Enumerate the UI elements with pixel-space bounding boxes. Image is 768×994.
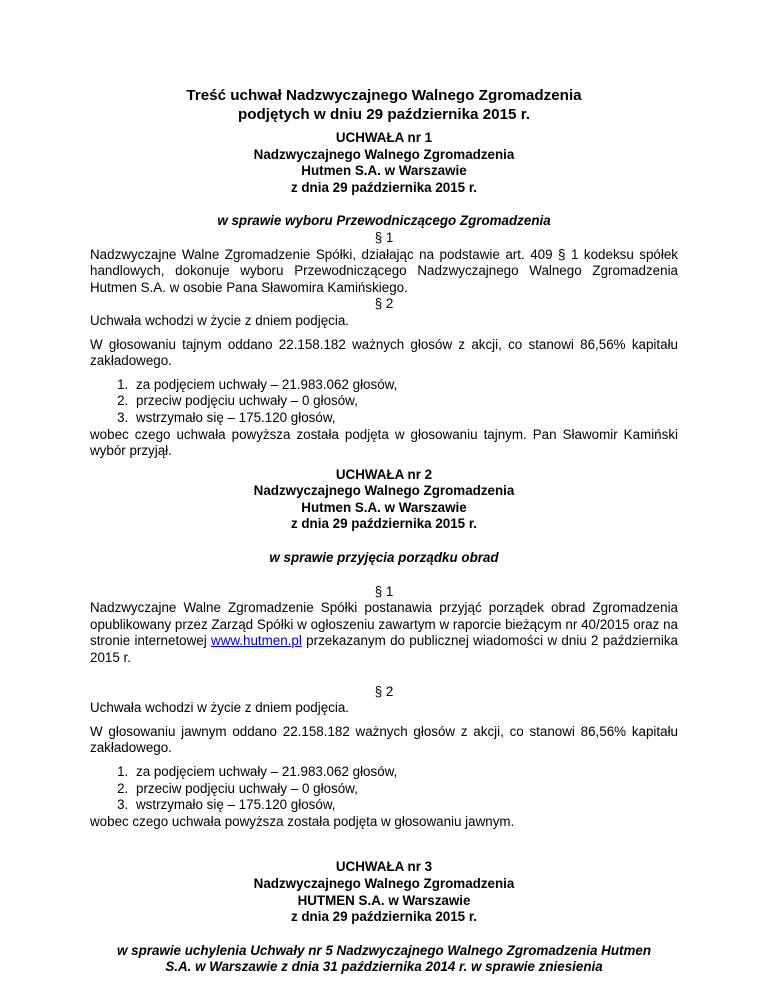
resolution-3-date: z dnia 29 października 2015 r.	[290, 909, 478, 925]
document-title-line-1: Treść uchwał Nadzwyczajnego Walnego Zgromadzenia	[186, 87, 582, 104]
resolution-2-body: Nadzwyczajnego Walnego Zgromadzenia	[253, 483, 515, 499]
resolution-1-number: UCHWAŁA nr 1	[335, 130, 433, 145]
resolution-2-vote-intro: W głosowaniu jawnym oddano 22.158.182 ważnych głosów z akcji, co stanowi 86,56% kapitału zakładowego.	[90, 723, 678, 756]
list-item: 3. wstrzymało się – 175.120 głosów,	[132, 797, 678, 814]
hutmen-website-link[interactable]: www.hutmen.pl	[211, 633, 302, 649]
resolution-1-vote-intro: W głosowaniu tajnym oddano 22.158.182 ważnych głosów z akcji, co stanowi 86,56% kapitału zakładowego.	[90, 336, 678, 369]
resolution-2-paragraph-2-text: Uchwała wchodzi w życie z dniem podjęcia.	[90, 700, 349, 716]
resolution-2-subject: w sprawie przyjęcia porządku obrad	[269, 550, 499, 566]
resolution-1-body: Nadzwyczajnego Walnego Zgromadzenia	[253, 146, 515, 162]
resolution-1-heading	[90, 130, 678, 196]
resolution-3-number: UCHWAŁA nr 3	[335, 859, 433, 875]
resolution-1-paragraph-2-text: Uchwała wchodzi w życie z dniem podjęcia.	[90, 312, 349, 328]
document-title	[90, 86, 678, 124]
resolution-1-paragraph-2-mark: § 2	[374, 296, 394, 312]
resolution-2-vote-list	[90, 764, 678, 814]
resolution-3-body: Nadzwyczajnego Walnego Zgromadzenia	[253, 875, 515, 891]
resolution-3-subject	[90, 943, 678, 976]
resolution-1-paragraph-1-mark: § 1	[374, 229, 394, 245]
resolution-3-heading	[90, 859, 678, 925]
resolution-2-heading	[90, 467, 678, 533]
document-title-line-2: podjętych w dniu 29 października 2015 r.	[237, 106, 531, 123]
resolution-2-date: z dnia 29 października 2015 r.	[290, 516, 478, 532]
document-page	[90, 86, 678, 976]
resolution-1-paragraph-1-text: Nadzwyczajne Walne Zgromadzenie Spółki, działając na podstawie art. 409 § 1 kodeksu spółek handlowych, dokonuje wyboru Przewodniczącego Nadzwyczajnego Walnego Zgromadzenia Hutmen S.A. w osobie Pana Sławomira Kamińskiego.	[90, 246, 678, 295]
resolution-2-conclusion: wobec czego uchwała powyższa została podjęta w głosowaniu jawnym.	[90, 813, 515, 829]
resolution-2-number: UCHWAŁA nr 2	[335, 466, 433, 482]
resolution-1-subject: w sprawie wyboru Przewodniczącego Zgromadzenia	[217, 213, 551, 229]
resolution-2-paragraph-1-text	[90, 600, 678, 666]
resolution-1-vote-list	[90, 377, 678, 427]
resolution-1-company: Hutmen S.A. w Warszawie	[301, 163, 467, 179]
resolution-3-company: HUTMEN S.A. w Warszawie	[297, 892, 471, 908]
list-item: 1. za podjęciem uchwały – 21.983.062 głosów,	[132, 764, 678, 781]
resolution-3-subject-line-1: w sprawie uchylenia Uchwały nr 5 Nadzwyczajnego Walnego Zgromadzenia Hutmen	[116, 942, 652, 958]
list-item: 2. przeciw podjęciu uchwały – 0 głosów,	[132, 781, 678, 798]
resolution-2-paragraph-1-text-a: Nadzwyczajne Walne Zgromadzenie Spółki postanawia przyjąć porządek obrad Zgromadzenia opublikowany przez Zarząd Spółki w ogłoszeniu zawartym w raporcie bieżącym nr 40/2015 oraz na stronie internetowej	[90, 600, 678, 649]
resolution-3-subject-line-2: S.A. w Warszawie z dnia 31 października 2014 r. w sprawie zniesienia	[165, 959, 603, 975]
list-item: 3. wstrzymało się – 175.120 głosów,	[132, 410, 678, 427]
resolution-1-conclusion: wobec czego uchwała powyższa została podjęta w głosowaniu tajnym. Pan Sławomir Kamiński wybór przyjął.	[90, 426, 678, 459]
resolution-2-company: Hutmen S.A. w Warszawie	[301, 499, 467, 515]
resolution-1-date: z dnia 29 października 2015 r.	[290, 179, 478, 195]
list-item: 2. przeciw podjęciu uchwały – 0 głosów,	[132, 393, 678, 410]
resolution-2-paragraph-1-mark: § 1	[374, 583, 394, 599]
resolution-2-paragraph-2-mark: § 2	[374, 683, 394, 699]
resolution-2-paragraph-1-text-b: przekazanym do publicznej wiadomości w dniu 2 października 2015 r.	[90, 633, 678, 666]
list-item: 1. za podjęciem uchwały – 21.983.062 głosów,	[132, 377, 678, 394]
